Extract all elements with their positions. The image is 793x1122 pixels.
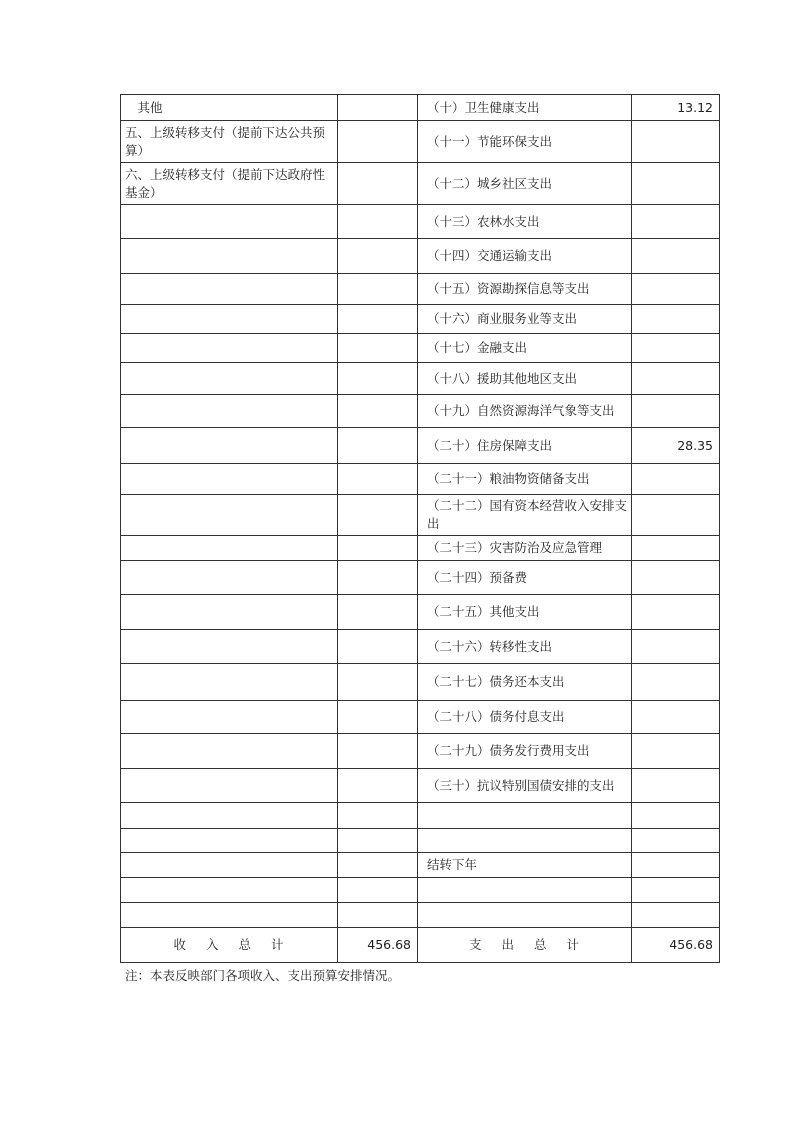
income-item-cell: 六、上级转移支付（提前下达政府性基金）: [121, 163, 338, 205]
expense-amount-cell: [632, 464, 720, 495]
income-amount-cell: [338, 334, 418, 363]
table-row: [121, 903, 720, 928]
income-item-cell: 五、上级转移支付（提前下达公共预算）: [121, 121, 338, 163]
table-row: [121, 664, 720, 701]
expense-item-cell: （十八）援助其他地区支出: [418, 363, 632, 395]
table-row: [121, 334, 720, 363]
income-item-cell: [121, 495, 338, 536]
expense-item-cell: （十）卫生健康支出: [418, 95, 632, 121]
expense-amount-cell: [632, 274, 720, 305]
expense-amount-cell: [632, 121, 720, 163]
expense-amount-cell: [632, 769, 720, 803]
income-item-cell: [121, 701, 338, 734]
income-total-label: 收 入 总 计: [121, 928, 338, 963]
income-amount-cell: [338, 878, 418, 903]
expense-amount-cell: [632, 701, 720, 734]
income-amount-cell: [338, 595, 418, 630]
income-amount-cell: [338, 561, 418, 595]
table-row: [121, 205, 720, 239]
expense-item-cell: [418, 829, 632, 853]
expense-amount-cell: 13.12: [632, 95, 720, 121]
expense-amount-cell: [632, 803, 720, 829]
income-item-cell: [121, 769, 338, 803]
income-amount-cell: [338, 239, 418, 274]
income-item-cell: [121, 878, 338, 903]
table-row: [121, 305, 720, 334]
expense-amount-cell: [632, 734, 720, 769]
table-row: [121, 363, 720, 395]
table-row: [121, 274, 720, 305]
income-amount-cell: [338, 803, 418, 829]
expense-item-cell: （二十）住房保障支出: [418, 428, 632, 464]
expense-amount-cell: [632, 495, 720, 536]
expense-item-cell: （二十八）债务付息支出: [418, 701, 632, 734]
income-item-cell: [121, 630, 338, 664]
table-row: [121, 163, 720, 205]
income-item-cell: [121, 305, 338, 334]
expense-item-cell: （二十二）国有资本经营收入安排支出: [418, 495, 632, 536]
table-row: [121, 878, 720, 903]
income-item-cell: 其他: [121, 95, 338, 121]
income-item-cell: [121, 363, 338, 395]
table-row: [121, 734, 720, 769]
expense-item-cell: （二十六）转移性支出: [418, 630, 632, 664]
expense-amount-cell: [632, 395, 720, 428]
income-amount-cell: [338, 363, 418, 395]
income-amount-cell: [338, 495, 418, 536]
income-amount-cell: [338, 274, 418, 305]
expense-amount-cell: [632, 536, 720, 561]
budget-table-container: [120, 94, 719, 963]
income-amount-cell: [338, 734, 418, 769]
income-item-cell: [121, 903, 338, 928]
expense-amount-cell: 28.35: [632, 428, 720, 464]
expense-amount-cell: [632, 205, 720, 239]
expense-amount-cell: [632, 595, 720, 630]
income-amount-cell: [338, 305, 418, 334]
income-amount-cell: [338, 903, 418, 928]
expense-item-cell: （二十三）灾害防治及应急管理: [418, 536, 632, 561]
expense-item-cell: （十一）节能环保支出: [418, 121, 632, 163]
expense-item-cell: （十九）自然资源海洋气象等支出: [418, 395, 632, 428]
income-item-cell: [121, 464, 338, 495]
table-row: [121, 95, 720, 121]
expense-amount-cell: [632, 163, 720, 205]
income-amount-cell: [338, 395, 418, 428]
table-row: [121, 464, 720, 495]
income-amount-cell: [338, 664, 418, 701]
income-item-cell: [121, 428, 338, 464]
income-amount-cell: [338, 769, 418, 803]
income-amount-cell: [338, 428, 418, 464]
expense-total-amount: 456.68: [632, 928, 720, 963]
income-amount-cell: [338, 121, 418, 163]
expense-item-cell: （二十一）粮油物资储备支出: [418, 464, 632, 495]
table-row: [121, 701, 720, 734]
expense-amount-cell: [632, 664, 720, 701]
income-item-cell: [121, 205, 338, 239]
table-row: [121, 395, 720, 428]
expense-item-cell: （二十四）预备费: [418, 561, 632, 595]
income-item-cell: [121, 734, 338, 769]
expense-item-cell: （三十）抗议特别国债安排的支出: [418, 769, 632, 803]
expense-amount-cell: [632, 561, 720, 595]
expense-amount-cell: [632, 239, 720, 274]
income-amount-cell: [338, 205, 418, 239]
income-item-cell: [121, 853, 338, 878]
table-row: [121, 121, 720, 163]
expense-total-label: 支 出 总 计: [418, 928, 632, 963]
expense-item-cell: （十三）农林水支出: [418, 205, 632, 239]
budget-table-body: [121, 95, 720, 963]
income-amount-cell: [338, 701, 418, 734]
table-row: [121, 536, 720, 561]
income-item-cell: [121, 334, 338, 363]
expense-item-cell: [418, 903, 632, 928]
table-row: [121, 239, 720, 274]
totals-row: [121, 928, 720, 963]
expense-item-cell: 结转下年: [418, 853, 632, 878]
table-row: [121, 829, 720, 853]
income-item-cell: [121, 829, 338, 853]
expense-amount-cell: [632, 853, 720, 878]
expense-amount-cell: [632, 363, 720, 395]
expense-item-cell: （十五）资源勘探信息等支出: [418, 274, 632, 305]
expense-item-cell: [418, 803, 632, 829]
expense-item-cell: （十二）城乡社区支出: [418, 163, 632, 205]
expense-item-cell: （二十七）债务还本支出: [418, 664, 632, 701]
table-row: [121, 853, 720, 878]
expense-amount-cell: [632, 630, 720, 664]
table-row: [121, 769, 720, 803]
expense-amount-cell: [632, 334, 720, 363]
expense-item-cell: （二十九）债务发行费用支出: [418, 734, 632, 769]
budget-table: [120, 94, 720, 963]
expense-item-cell: [418, 878, 632, 903]
income-item-cell: [121, 239, 338, 274]
income-item-cell: [121, 803, 338, 829]
income-item-cell: [121, 561, 338, 595]
table-row: [121, 803, 720, 829]
income-amount-cell: [338, 853, 418, 878]
income-item-cell: [121, 274, 338, 305]
expense-amount-cell: [632, 878, 720, 903]
expense-amount-cell: [632, 903, 720, 928]
income-amount-cell: [338, 464, 418, 495]
expense-amount-cell: [632, 305, 720, 334]
income-item-cell: [121, 395, 338, 428]
income-item-cell: [121, 595, 338, 630]
expense-item-cell: （十四）交通运输支出: [418, 239, 632, 274]
income-item-cell: [121, 536, 338, 561]
income-amount-cell: [338, 163, 418, 205]
income-total-amount: 456.68: [338, 928, 418, 963]
income-amount-cell: [338, 95, 418, 121]
income-amount-cell: [338, 536, 418, 561]
expense-item-cell: （十七）金融支出: [418, 334, 632, 363]
table-row: [121, 630, 720, 664]
table-footnote: 注：本表反映部门各项收入、支出预算安排情况。: [125, 968, 401, 983]
table-row: [121, 428, 720, 464]
income-amount-cell: [338, 829, 418, 853]
expense-item-cell: （二十五）其他支出: [418, 595, 632, 630]
income-item-cell: [121, 664, 338, 701]
table-row: [121, 495, 720, 536]
table-row: [121, 595, 720, 630]
expense-amount-cell: [632, 829, 720, 853]
table-row: [121, 561, 720, 595]
expense-item-cell: （十六）商业服务业等支出: [418, 305, 632, 334]
income-amount-cell: [338, 630, 418, 664]
